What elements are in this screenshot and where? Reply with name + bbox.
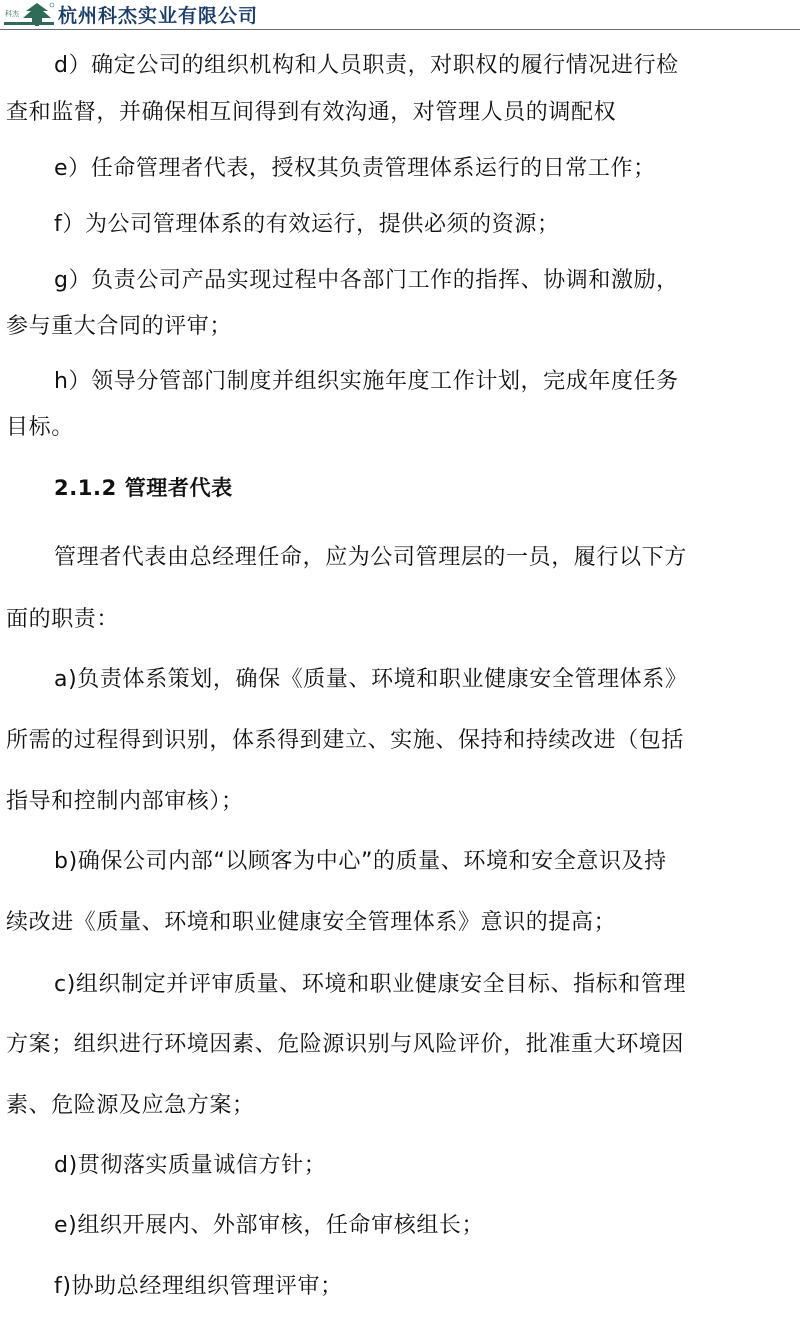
paragraph-line: b)确保公司内部“以顾客为中心”的质量、环境和安全意识及持	[54, 849, 667, 874]
paragraph-line: 方案；组织进行环境因素、危险源识别与风险评价，批准重大环境因	[6, 1032, 685, 1057]
paragraph-line: 参与重大合同的评审；	[6, 314, 233, 339]
paragraph-line: g）负责公司产品实现过程中各部门工作的指挥、协调和激励，	[54, 268, 679, 293]
paragraph-line: 指导和控制内部审核）；	[6, 789, 244, 814]
paragraph-line: e）任命管理者代表，授权其负责管理体系运行的日常工作；	[54, 156, 656, 181]
paragraph-line: 查和监督，并确保相互间得到有效沟通，对管理人员的调配权	[6, 100, 617, 125]
paragraph-line: f)协助总经理组织管理评审；	[54, 1274, 343, 1299]
paragraph-line: d)贯彻落实质量诚信方针；	[54, 1153, 327, 1178]
company-logo-icon	[4, 2, 54, 26]
paragraph-line: 目标。	[6, 415, 74, 440]
paragraph-line: a)负责体系策划，确保《质量、环境和职业健康安全管理体系》	[54, 667, 688, 692]
paragraph-line: d）确定公司的组织机构和人员职责，对职权的履行情况进行检	[54, 53, 679, 78]
paragraph-line: 所需的过程得到识别，体系得到建立、实施、保持和持续改进（包括	[6, 728, 685, 753]
paragraph-line: 面的职责：	[6, 607, 120, 632]
paragraph-line: 素、危险源及应急方案；	[6, 1093, 255, 1118]
paragraph-line: f）为公司管理体系的有效运行，提供必须的资源；	[54, 212, 560, 237]
page-header	[0, 0, 800, 36]
svg-text:科杰: 科杰	[5, 10, 19, 18]
paragraph-line: 管理者代表由总经理任命，应为公司管理层的一员，履行以下方	[54, 545, 687, 570]
paragraph-line: e)组织开展内、外部审核，任命审核组长；	[54, 1213, 485, 1238]
header-divider	[0, 29, 800, 30]
paragraph-line: c)组织制定并评审质量、环境和职业健康安全目标、指标和管理	[54, 972, 687, 997]
company-name: 杭州科杰实业有限公司	[58, 5, 259, 27]
paragraph-line: 续改进《质量、环境和职业健康安全管理体系》意识的提高；	[6, 910, 617, 935]
paragraph-line: h）领导分管部门制度并组织实施年度工作计划，完成年度任务	[54, 369, 679, 394]
section-heading: 2.1.2 管理者代表	[54, 476, 233, 500]
